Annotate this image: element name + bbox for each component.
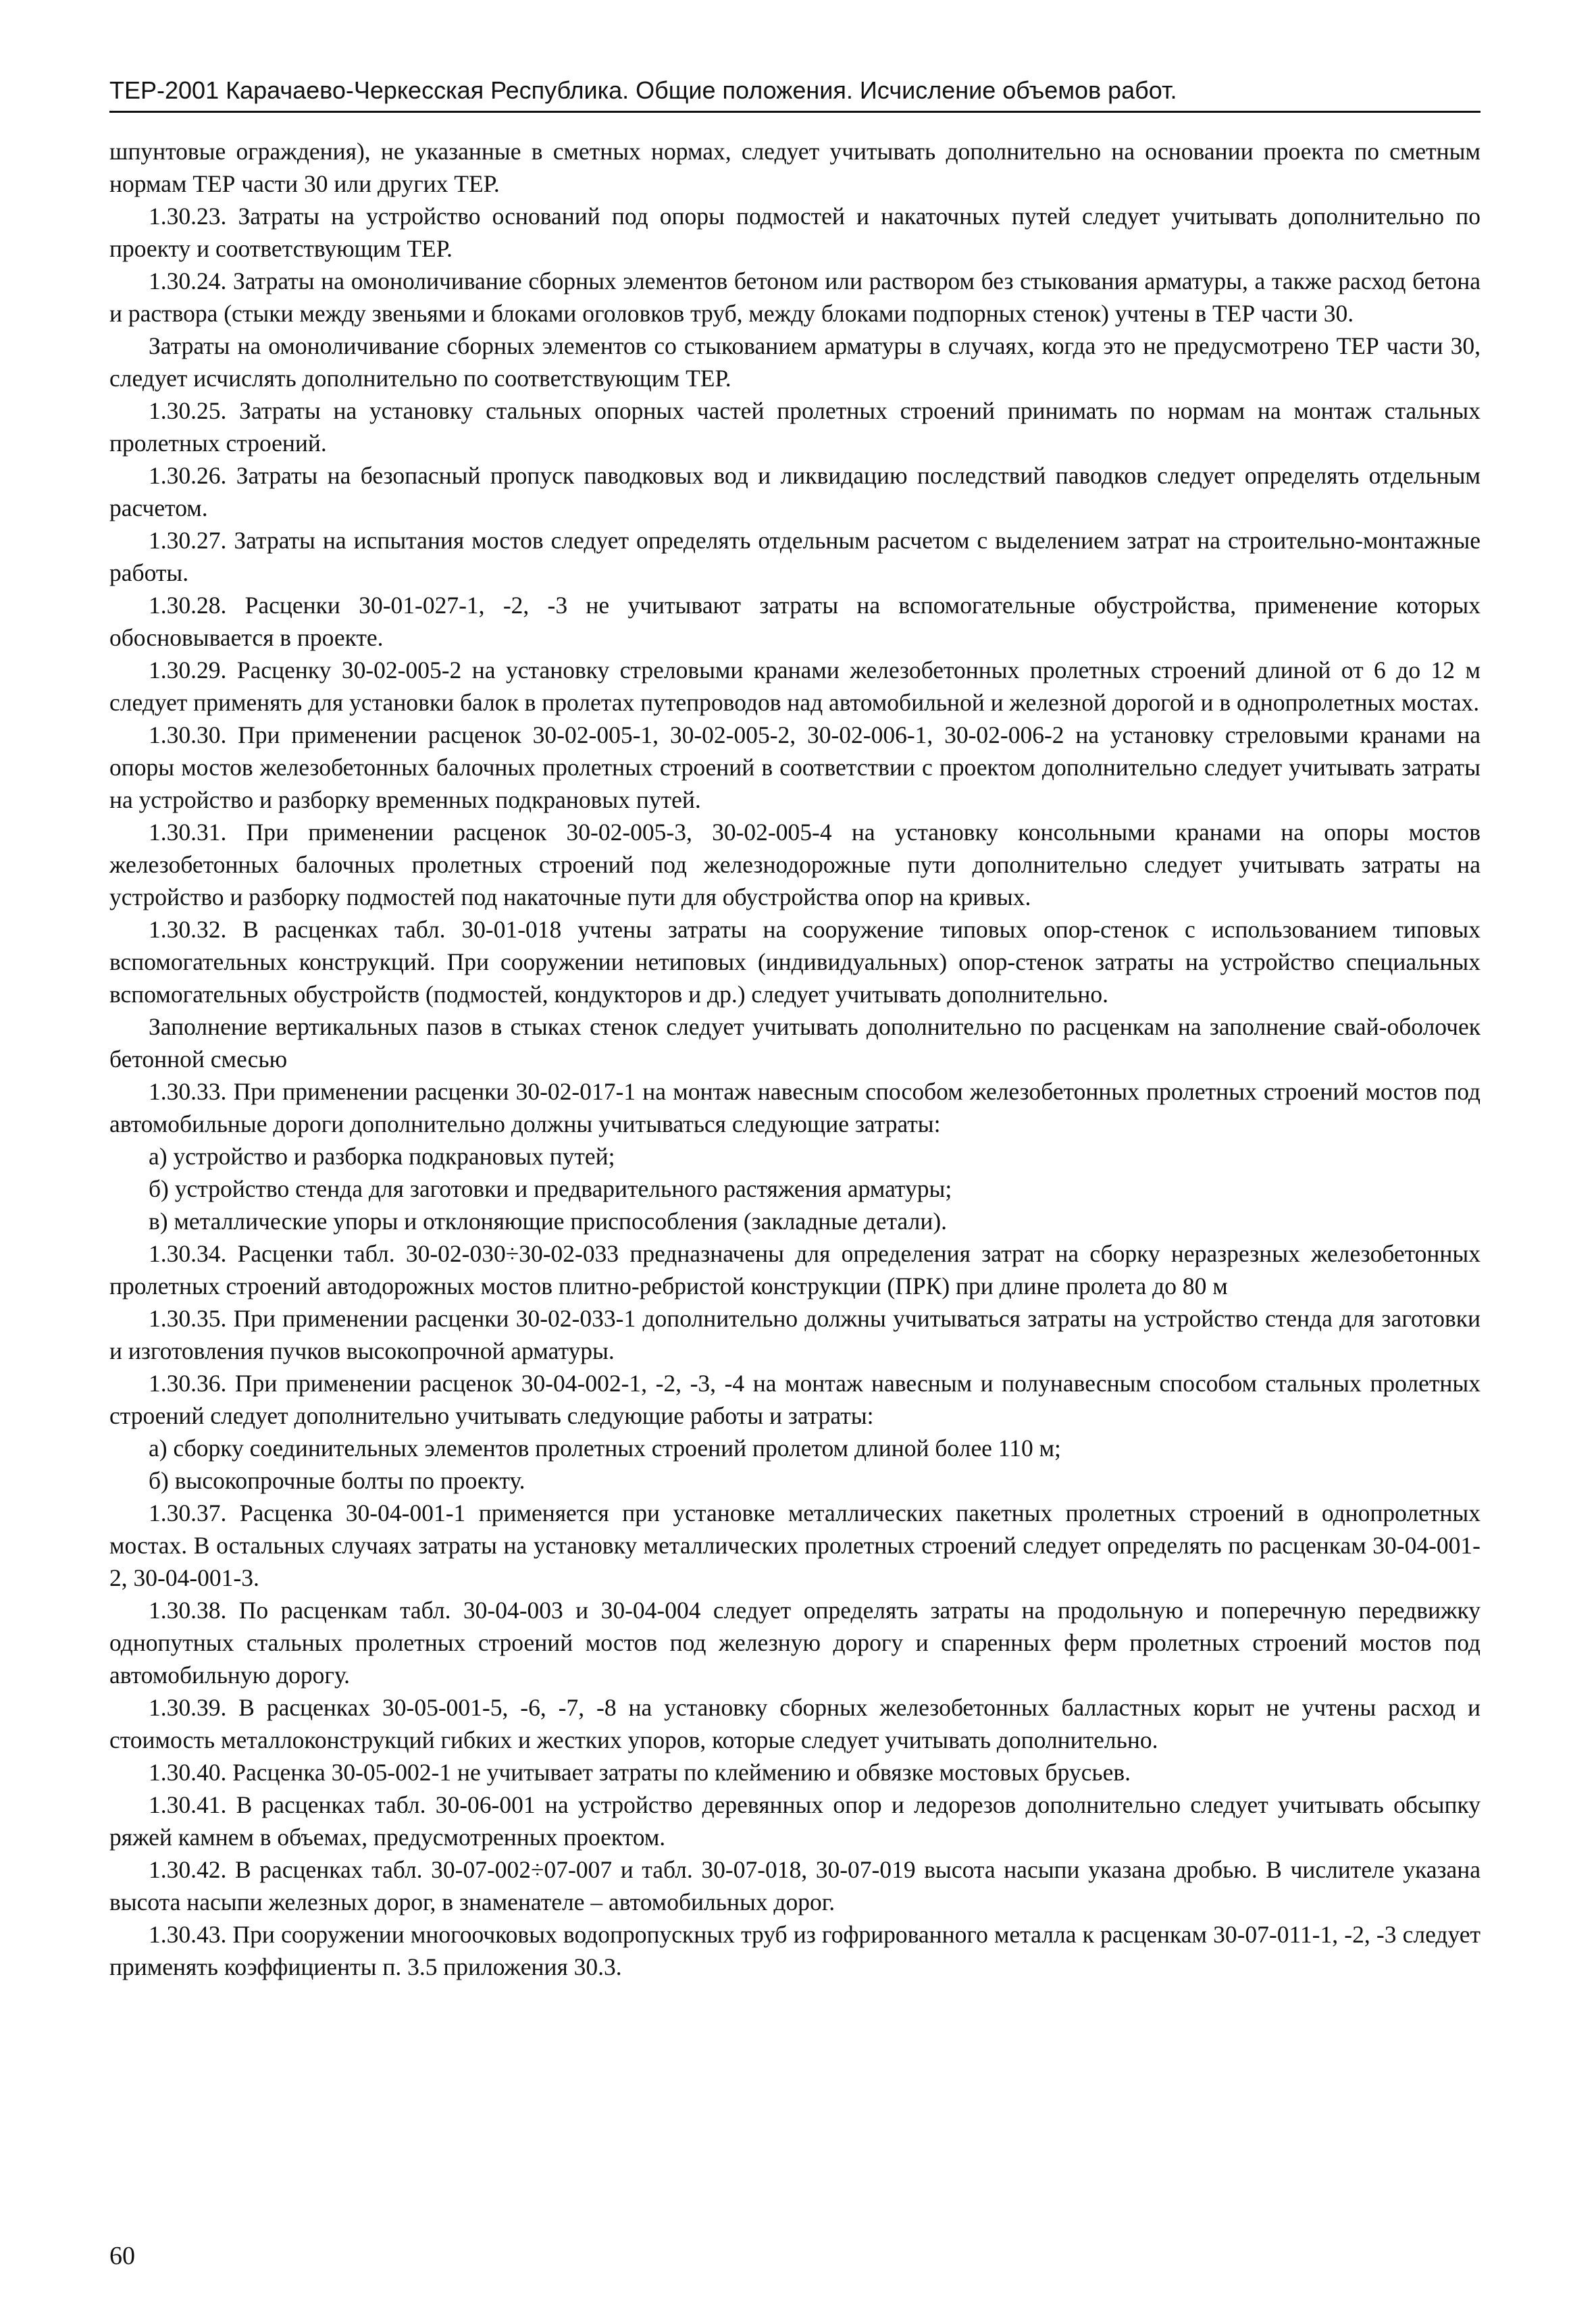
- paragraph: б) устройство стенда для заготовки и предварительного растяжения арматуры;: [149, 1175, 952, 1202]
- document-body: [109, 135, 1481, 1983]
- paragraph: 1.30.35. При применении расценки 30-02-033-1 дополнительно должны учитываться затраты на устройство стенда для заготовки и изготовления пучков высокопрочной арматуры.: [109, 1305, 1481, 1364]
- paragraph: 1.30.24. Затраты на омоноличивание сборных элементов бетоном или раствором без стыкования арматуры, а также расход бетона и раствора (стыки между звеньями и блоками оголовков труб, между блоками подпорных стенок) учтены в ТЕР части 30.: [109, 267, 1481, 327]
- paragraph: 1.30.33. При применении расценки 30-02-017-1 на монтаж навесным способом железобетонных пролетных строений мостов под автомобильные дороги дополнительно должны учитываться следующие затраты:: [109, 1078, 1481, 1137]
- page-number: 60: [109, 2242, 135, 2270]
- paragraph: 1.30.23. Затраты на устройство оснований под опоры подмостей и накаточных путей следует учитывать дополнительно по проекту и соответствующим ТЕР.: [109, 203, 1481, 262]
- paragraph: 1.30.38. По расценкам табл. 30-04-003 и 30-04-004 следует определять затраты на продольную и поперечную передвижку однопутных стальных пролетных строений мостов под железную дорогу и спаренных ферм пролетных строений мостов под автомобильную дорогу.: [109, 1597, 1481, 1689]
- paragraph: а) сборку соединительных элементов пролетных строений пролетом длиной более 110 м;: [149, 1435, 1061, 1462]
- page-header: ТЕР-2001 Карачаево-Черкесская Республика. Общие положения. Исчисление объемов работ.: [109, 76, 1481, 113]
- paragraph: Заполнение вертикальных пазов в стыках стенок следует учитывать дополнительно по расценкам на заполнение свай-оболочек бетонной смесью: [109, 1013, 1481, 1073]
- paragraph: в) металлические упоры и отклоняющие приспособления (закладные детали).: [149, 1208, 948, 1235]
- paragraph: 1.30.25. Затраты на установку стальных опорных частей пролетных строений принимать по нормам на монтаж стальных пролетных строений.: [109, 397, 1481, 457]
- paragraph: 1.30.27. Затраты на испытания мостов следует определять отдельным расчетом с выделением затрат на строительно-монтажные работы.: [109, 527, 1481, 586]
- paragraph: 1.30.32. В расценках табл. 30-01-018 учтены затраты на сооружение типовых опор-стенок с использованием типовых вспомогательных конструкций. При сооружении нетиповых (индивидуальных) опор-стенок затраты на устройство специальных вспомогательных обустройств (подмостей, кондукторов и др.) следует учитывать дополнительно.: [109, 916, 1481, 1008]
- paragraph: б) высокопрочные болты по проекту.: [149, 1467, 525, 1494]
- paragraph: Затраты на омоноличивание сборных элементов со стыкованием арматуры в случаях, когда это не предусмотрено ТЕР части 30, следует исчислять дополнительно по соответствующим ТЕР.: [109, 332, 1481, 392]
- paragraph: 1.30.37. Расценка 30-04-001-1 применяется при установке металлических пакетных пролетных строений в однопролетных мостах. В остальных случаях затраты на установку металлических пролетных строений следует определять по расценкам 30-04-001-2, 30-04-001-3.: [109, 1499, 1481, 1591]
- paragraph: 1.30.34. Расценки табл. 30-02-030÷30-02-033 предназначены для определения затрат на сборку неразрезных железобетонных пролетных строений автодорожных мостов плитно-ребристой конструкции (ПРК) при длине пролета до 80 м: [109, 1240, 1481, 1300]
- paragraph: а) устройство и разборка подкрановых путей;: [149, 1143, 615, 1170]
- paragraph: 1.30.28. Расценки 30-01-027-1, -2, -3 не учитывают затраты на вспомогательные обустройства, применение которых обосновывается в проекте.: [109, 592, 1481, 651]
- paragraph: 1.30.36. При применении расценок 30-04-002-1, -2, -3, -4 на монтаж навесным и полунавесным способом стальных пролетных строений следует дополнительно учитывать следующие работы и затраты:: [109, 1370, 1481, 1429]
- paragraph: 1.30.43. При сооружении многоочковых водопропускных труб из гофрированного металла к расценкам 30-07-011-1, -2, -3 следует применять коэффициенты п. 3.5 приложения 30.3.: [109, 1921, 1481, 1980]
- paragraph: 1.30.31. При применении расценок 30-02-005-3, 30-02-005-4 на установку консольными кранами на опоры мостов железобетонных балочных пролетных строений под железнодорожные пути дополнительно следует учитывать затраты на устройство и разборку подмостей под накаточные пути для обустройства опор на кривых.: [109, 819, 1481, 910]
- paragraph: 1.30.39. В расценках 30-05-001-5, -6, -7, -8 на установку сборных железобетонных балластных корыт не учтены расход и стоимость металлоконструкций гибких и жестких упоров, которые следует учитывать дополнительно.: [109, 1694, 1481, 1753]
- paragraph: 1.30.30. При применении расценок 30-02-005-1, 30-02-005-2, 30-02-006-1, 30-02-006-2 на установку стреловыми кранами на опоры мостов железобетонных балочных пролетных строений в соответствии с проектом дополнительно следует учитывать затраты на устройство и разборку временных подкрановых путей.: [109, 721, 1481, 813]
- paragraph: 1.30.42. В расценках табл. 30-07-002÷07-007 и табл. 30-07-018, 30-07-019 высота насыпи указана дробью. В числителе указана высота насыпи железных дорог, в знаменателе – автомобильных дорог.: [109, 1856, 1481, 1916]
- paragraph: 1.30.29. Расценку 30-02-005-2 на установку стреловыми кранами железобетонных пролетных строений длиной от 6 до 12 м следует применять для установки балок в пролетах путепроводов над автомобильной и железной дорогой и в однопролетных мостах.: [109, 657, 1481, 716]
- paragraph: 1.30.41. В расценках табл. 30-06-001 на устройство деревянных опор и ледорезов дополнительно следует учитывать обсыпку ряжей камнем в объемах, предусмотренных проектом.: [109, 1791, 1481, 1851]
- paragraph: шпунтовые ограждения), не указанные в сметных нормах, следует учитывать дополнительно на основании проекта по сметным нормам ТЕР части 30 или других ТЕР.: [109, 138, 1481, 197]
- paragraph: 1.30.26. Затраты на безопасный пропуск паводковых вод и ликвидацию последствий паводков следует определять отдельным расчетом.: [109, 462, 1481, 521]
- paragraph: 1.30.40. Расценка 30-05-002-1 не учитывает затраты по клеймению и обвязке мостовых брусьев.: [149, 1759, 1131, 1786]
